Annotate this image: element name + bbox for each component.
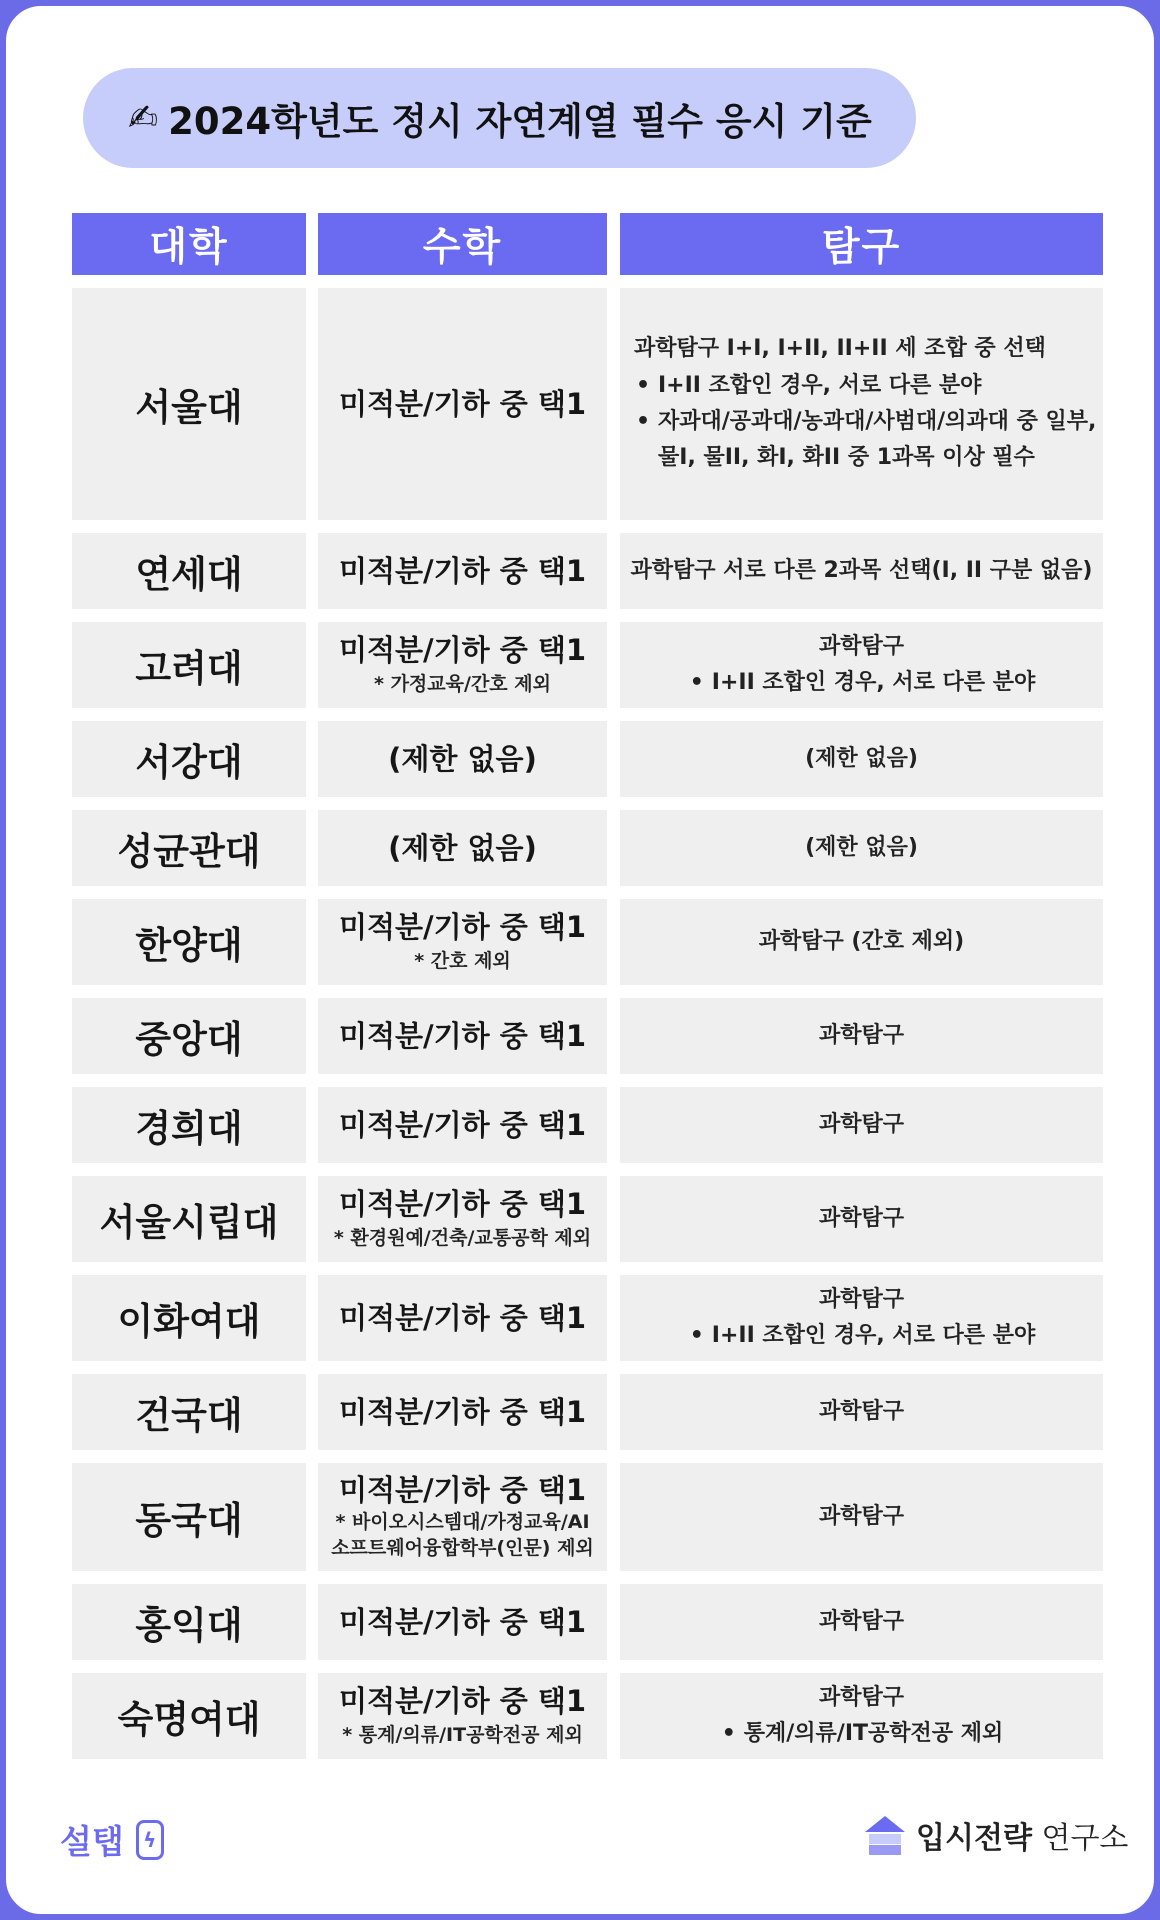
university-name: 경희대 — [135, 1107, 243, 1150]
university-name: 서강대 — [135, 741, 243, 784]
university-name: 서울시립대 — [99, 1201, 279, 1244]
math-requirement: (제한 없음) — [388, 830, 537, 865]
math-note: * 간호 제외 — [414, 950, 511, 973]
math-note: * 가정교육/간호 제외 — [374, 673, 551, 696]
university-name: 홍익대 — [135, 1604, 243, 1647]
table-row-inquiry — [620, 1176, 1103, 1262]
header-math: 수학 — [318, 213, 607, 275]
inquiry-bullet: • I+II 조합인 경우, 서로 다른 분야 — [688, 665, 1035, 701]
math-note: 소프트웨어융합학부(인문) 제외 — [331, 1537, 594, 1560]
table-row-inquiry — [620, 1463, 1103, 1571]
table-row-university — [72, 533, 306, 609]
header-inquiry: 탐구 — [620, 213, 1103, 275]
math-requirement: 미적분/기하 중 택1 — [338, 1107, 587, 1142]
table-row-inquiry — [620, 721, 1103, 797]
table-row-university — [72, 622, 306, 708]
inquiry-bullet: • I+II 조합인 경우, 서로 다른 분야 — [688, 1318, 1035, 1354]
writing-hand-icon: ✍ — [128, 97, 159, 139]
table-row-inquiry — [620, 1673, 1103, 1759]
inquiry-line: (제한 없음) — [805, 745, 918, 771]
inquiry-line: 과학탐구 — [818, 1608, 904, 1634]
table-row-university — [72, 1584, 306, 1660]
table-row-math — [318, 288, 607, 520]
math-requirement: 미적분/기하 중 택1 — [338, 1187, 587, 1222]
inquiry-line: 과학탐구 (간호 제외) — [758, 928, 965, 954]
brand-seoltab — [60, 1816, 164, 1863]
inquiry-line: 과학탐구 서로 다른 2과목 선택(I, II 구분 없음) — [630, 557, 1093, 583]
university-name: 숙명여대 — [117, 1698, 261, 1741]
table-row-university — [72, 810, 306, 886]
math-requirement: 미적분/기하 중 택1 — [338, 386, 587, 421]
table-row-inquiry — [620, 533, 1103, 609]
table-row-university — [72, 288, 306, 520]
table-row-math — [318, 622, 607, 708]
table-row-university — [72, 998, 306, 1074]
lightning-icon: ϟ — [136, 1820, 164, 1860]
inquiry-bullet: • 통계/의류/IT공학전공 제외 — [720, 1716, 1003, 1752]
university-name: 중앙대 — [135, 1018, 243, 1061]
inquiry-line: 과학탐구 I+I, I+II, II+II 세 조합 중 선택 — [634, 336, 1046, 362]
table-row-university — [72, 1463, 306, 1571]
math-requirement: 미적분/기하 중 택1 — [338, 910, 587, 945]
brand-left-name: 설탭 — [60, 1822, 124, 1861]
table-row-math — [318, 899, 607, 985]
inquiry-line: (제한 없음) — [805, 834, 918, 860]
page-title: 2024학년도 정시 자연계열 필수 응시 기준 — [168, 100, 872, 143]
table-row-math — [318, 998, 607, 1074]
math-requirement: 미적분/기하 중 택1 — [338, 633, 587, 668]
university-name: 한양대 — [135, 924, 243, 967]
inquiry-line: 과학탐구 — [818, 1286, 904, 1312]
table-row-inquiry — [620, 1087, 1103, 1163]
table-row-inquiry — [620, 1584, 1103, 1660]
table-row-math — [318, 1176, 607, 1262]
inquiry-bullet: • 자과대/공과대/농과대/사범대/의과대 중 일부, — [634, 404, 1096, 440]
university-name: 연세대 — [135, 553, 243, 596]
brand-ipsi-lab — [862, 1812, 1128, 1858]
inquiry-line: 과학탐구 — [818, 1111, 904, 1137]
table-row-university — [72, 1673, 306, 1759]
university-name: 성균관대 — [117, 830, 261, 873]
inquiry-line: 물I, 물II, 화I, 화II 중 1과목 이상 필수 — [658, 445, 1035, 471]
table-row-university — [72, 1087, 306, 1163]
math-requirement: 미적분/기하 중 택1 — [338, 1473, 587, 1508]
math-note: * 환경원예/건축/교통공학 제외 — [333, 1227, 592, 1250]
table-row-math — [318, 1275, 607, 1361]
table-row-inquiry — [620, 1275, 1103, 1361]
inquiry-line: 과학탐구 — [818, 1205, 904, 1231]
table-row-math — [318, 1463, 607, 1571]
table-row-inquiry — [620, 810, 1103, 886]
inquiry-line: 과학탐구 — [818, 1398, 904, 1424]
title-banner — [83, 68, 916, 168]
math-note: * 통계/의류/IT공학전공 제외 — [342, 1724, 583, 1747]
table-row-inquiry — [620, 1374, 1103, 1450]
math-requirement: 미적분/기하 중 택1 — [338, 553, 587, 588]
table-row-inquiry — [620, 899, 1103, 985]
university-name: 이화여대 — [117, 1300, 261, 1343]
table-row-math — [318, 533, 607, 609]
math-note: * 바이오시스템대/가정교육/AI — [335, 1511, 590, 1534]
inquiry-line: 과학탐구 — [818, 1503, 904, 1529]
table-row-math — [318, 1673, 607, 1759]
brand-right-rest: 연구소 — [1031, 1821, 1129, 1856]
table-row-university — [72, 1374, 306, 1450]
math-requirement: 미적분/기하 중 택1 — [338, 1394, 587, 1429]
table-row-inquiry — [620, 288, 1103, 520]
table-row-math — [318, 1374, 607, 1450]
table-row-math — [318, 1087, 607, 1163]
math-requirement: 미적분/기하 중 택1 — [338, 1604, 587, 1639]
table-row-university — [72, 899, 306, 985]
university-name: 서울대 — [135, 386, 243, 429]
math-requirement: 미적분/기하 중 택1 — [338, 1018, 587, 1053]
math-requirement: 미적분/기하 중 택1 — [338, 1684, 587, 1719]
inquiry-line: 과학탐구 — [818, 1022, 904, 1048]
university-name: 동국대 — [135, 1499, 243, 1542]
university-name: 건국대 — [135, 1394, 243, 1437]
table-row-math — [318, 1584, 607, 1660]
inquiry-bullet: • I+II 조합인 경우, 서로 다른 분야 — [634, 368, 981, 404]
table-row-university — [72, 1176, 306, 1262]
inquiry-line: 과학탐구 — [818, 1684, 904, 1710]
math-requirement: 미적분/기하 중 택1 — [338, 1300, 587, 1335]
inquiry-line: 과학탐구 — [818, 633, 904, 659]
table-row-inquiry — [620, 622, 1103, 708]
table-row-university — [72, 721, 306, 797]
house-icon — [862, 1812, 908, 1858]
math-requirement: (제한 없음) — [388, 741, 537, 776]
table-row-university — [72, 1275, 306, 1361]
table-row-math — [318, 721, 607, 797]
brand-right-bold: 입시전략 — [916, 1821, 1032, 1856]
table-row-math — [318, 810, 607, 886]
header-university: 대학 — [72, 213, 306, 275]
table-row-inquiry — [620, 998, 1103, 1074]
university-name: 고려대 — [135, 647, 243, 690]
